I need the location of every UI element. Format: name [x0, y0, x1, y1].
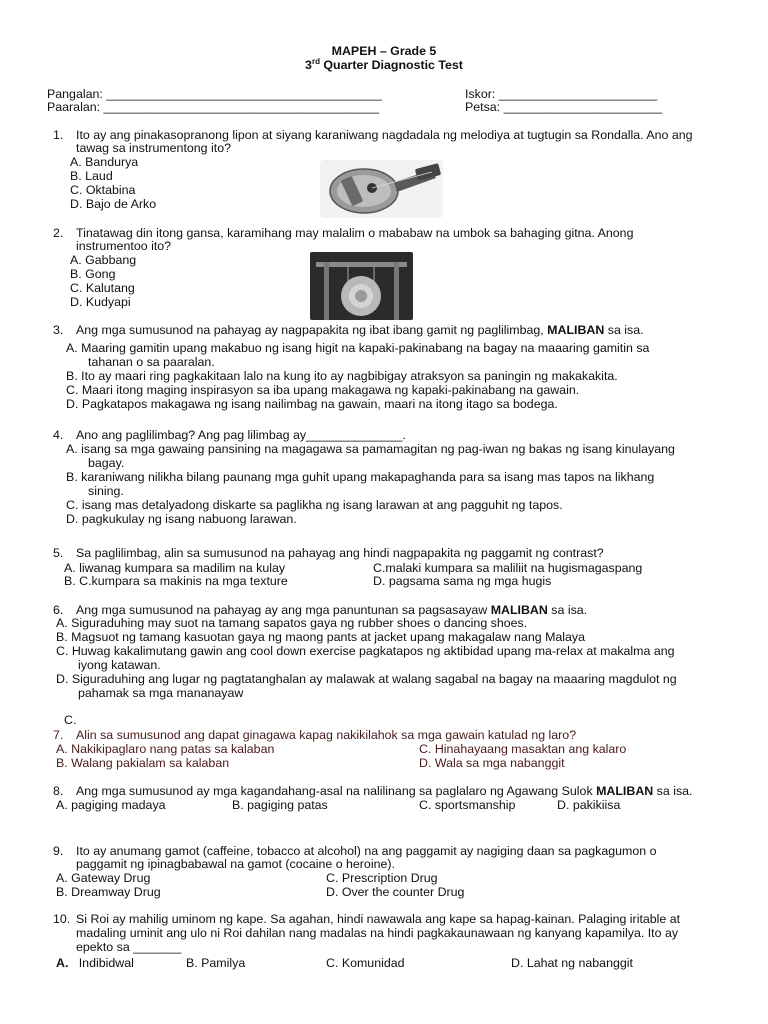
q2-option-c[interactable]: C. Kalutang — [70, 281, 135, 295]
q4-option-b[interactable]: B. karaniwang nilikha bilang paunang mga guhit upang makapaghanda para sa isang mas tapos na likhang — [66, 470, 655, 484]
date-field[interactable]: Petsa: _______________________ — [465, 100, 663, 114]
q10-text-line2: madaling uminit ang ulo ni Roi dahilan nang madalas na hindi pagkakaunawaan ng kanyang kapamilya. Ito ay — [76, 926, 679, 940]
q10-option-a-text: Indibidwal — [78, 956, 134, 970]
q3-option-a-cont: tahanan o sa paaralan. — [88, 355, 215, 369]
q9-option-c[interactable]: C. Prescription Drug — [326, 871, 438, 885]
q8-text-bold: MALIBAN — [596, 784, 654, 798]
subtitle-text: Quarter Diagnostic Test — [319, 58, 463, 72]
q4-option-b-cont: sining. — [88, 484, 124, 498]
q7-option-d[interactable]: D. Wala sa mga nabanggit — [419, 756, 565, 770]
q5-option-b[interactable]: B. C.kumpara sa makinis na mga texture — [64, 574, 288, 588]
q2-text-line2: instrumentoo ito? — [76, 239, 172, 253]
doc-subtitle — [0, 58, 768, 72]
q5-text: Sa paglilimbag, alin sa sumusunod na pahayag ang hindi nagpapakita ng paggamit ng contrast? — [76, 546, 604, 560]
q6-option-a[interactable]: A. Siguraduhing may suot na tamang sapatos gaya ng rubber shoes o dancing shoes. — [56, 616, 528, 630]
q5-option-d[interactable]: D. pagsama sama ng mga hugis — [373, 574, 552, 588]
gong-image — [310, 252, 413, 320]
q9-option-d[interactable]: D. Over the counter Drug — [326, 885, 465, 899]
score-field[interactable]: Iskor: _______________________ — [465, 87, 658, 101]
q5-number: 5. — [53, 546, 64, 560]
q8-text-post: sa isa. — [653, 784, 693, 798]
q6-option-b[interactable]: B. Magsuot ng tamang kasuotan gaya ng maong pants at jacket upang makagalaw nang Malaya — [56, 630, 586, 644]
q8-option-b[interactable]: B. pagiging patas — [232, 798, 328, 812]
q10-number: 10. — [53, 912, 71, 926]
q9-number: 9. — [53, 844, 64, 858]
q4-option-a-cont: bagay. — [88, 456, 125, 470]
q3-option-c[interactable]: C. Maari itong maging inspirasyon sa iba upang makagawa ng kapaki-pakinabang na gawain. — [66, 383, 580, 397]
q3-option-d[interactable]: D. Pagkatapos makagawa ng isang nailimbag na gawain, maari na itong itago sa bodega. — [66, 397, 558, 411]
q7-option-c[interactable]: C. Hinahayaang masaktan ang kalaro — [419, 742, 627, 756]
q3-text-bold: MALIBAN — [547, 323, 605, 337]
q9-text-line2: paggamit ng ipinagbabawal na gamot (cocaine o heroine). — [76, 857, 395, 871]
q10-option-a-letter: A. — [56, 956, 69, 970]
q8-text-pre: Ang mga sumusunod ay mga kagandahang-asal na nalilinang sa paglalaro ng Agawang Sulok — [76, 784, 597, 798]
q6-option-c[interactable]: C. Huwag kakalimutang gawin ang cool down exercise pagkatapos ng aktibidad upang ma-relax at makalma ang — [56, 644, 675, 658]
q9-option-b[interactable]: B. Dreamway Drug — [56, 885, 161, 899]
q7-option-b[interactable]: B. Walang pakialam sa kalaban — [56, 756, 230, 770]
school-field[interactable]: Paaralan: ________________________________________ — [47, 100, 380, 114]
q10-option-b[interactable]: B. Pamilya — [186, 956, 246, 970]
q6-option-d[interactable]: D. Siguraduhing ang lugar ng pagtatanghalan ay malawak at walang sagabal na bagay na maaaring magdulot ng — [56, 672, 677, 686]
q1-option-a[interactable]: A. Bandurya — [70, 155, 139, 169]
q4-option-c[interactable]: C. isang mas detalyadong diskarte sa paglikha ng isang larawan at ang pagguhit ng tapos. — [66, 498, 563, 512]
q6-text — [76, 603, 587, 617]
q10-text-line3: epekto sa _______ — [76, 940, 182, 954]
quarter-suffix: rd — [311, 56, 320, 66]
q1-option-b[interactable]: B. Laud — [70, 169, 113, 183]
q7-text: Alin sa sumusunod ang dapat ginagawa kapag nakikilahok sa mga gawain katulad ng laro? — [76, 728, 577, 742]
bandurya-image — [320, 160, 443, 218]
q6-option-c-cont: iyong katawan. — [78, 658, 161, 672]
q3-text-post: sa isa. — [604, 323, 644, 337]
q1-number: 1. — [53, 128, 64, 142]
q10-option-c[interactable]: C. Komunidad — [326, 956, 405, 970]
q6-option-d-cont: pahamak sa mga mananayaw — [78, 686, 244, 700]
q9-text-line1: Ito ay anumang gamot (caffeine, tobacco at alcohol) na ang paggamit ay nagiging daan sa pagkagumon o — [76, 844, 657, 858]
q4-number: 4. — [53, 428, 64, 442]
q6-text-bold: MALIBAN — [490, 603, 548, 617]
q4-option-a[interactable]: A. isang sa mga gawaing pansining na magagawa sa pamamagitan ng pag-iwan ng bakas ng isang kinulayang — [66, 442, 675, 456]
q8-option-c[interactable]: C. sportsmanship — [419, 798, 516, 812]
q7-number: 7. — [53, 728, 64, 742]
q4-text: Ano ang paglilimbag? Ang pag lilimbag ay______________. — [76, 428, 406, 442]
q10-text-line1: Si Roi ay mahilig uminom ng kape. Sa agahan, hindi nawawala ang kape sa hapag-kainan. Palaging iritable at — [76, 912, 681, 926]
q1-text-line1: Ito ay ang pinakasopranong lipon at siyang karaniwang nagdadala ng melodiya at tugtugin sa Rondalla. Ano ang — [76, 128, 693, 142]
q10-option-a[interactable] — [56, 956, 134, 970]
q5-option-c[interactable]: C.malaki kumpara sa maliliit na hugismagaspang — [373, 561, 643, 575]
q1-text-line2: tawag sa instrumentong ito? — [76, 141, 231, 155]
q6-text-post: sa isa. — [547, 603, 588, 617]
q9-option-a[interactable]: A. Gateway Drug — [56, 871, 151, 885]
q3-number: 3. — [53, 323, 64, 337]
q8-text — [76, 784, 693, 798]
q8-number: 8. — [53, 784, 64, 798]
quarter-number: 3 — [305, 58, 312, 72]
q4-option-d[interactable]: D. pagkukulay ng isang nabuong larawan. — [66, 512, 297, 526]
q2-option-b[interactable]: B. Gong — [70, 267, 116, 281]
q2-option-d[interactable]: D. Kudyapi — [70, 295, 131, 309]
q2-number: 2. — [53, 226, 64, 240]
q2-text-line1: Tinatawag din itong gansa, karamihang may malalim o mababaw na umbok sa bahaging gitna. Anong — [76, 226, 634, 240]
q3-option-b[interactable]: B. Ito ay maari ring pagkakitaan lalo na kung ito ay nagbibigay atraksyon sa paningin ng makakakita. — [66, 369, 618, 383]
q5-option-a[interactable]: A. liwanag kumpara sa madilim na kulay — [64, 561, 286, 575]
q8-option-d[interactable]: D. pakikiisa — [557, 798, 621, 812]
q3-text-pre: Ang mga sumusunod na pahayag ay nagpapakita ng ibat ibang gamit ng paglilimbag, — [76, 323, 548, 337]
q7-option-a[interactable]: A. Nakikipaglaro nang patas sa kalaban — [56, 742, 275, 756]
q3-text — [76, 323, 644, 337]
q6-number: 6. — [53, 603, 64, 617]
q2-option-a[interactable]: A. Gabbang — [70, 253, 137, 267]
name-field[interactable]: Pangalan: ________________________________________ — [47, 87, 382, 101]
q6-text-pre: Ang mga sumusunod na pahayag ay ang mga panuntunan sa pagsasayaw — [76, 603, 491, 617]
q1-option-d[interactable]: D. Bajo de Arko — [70, 197, 157, 211]
stray-option-label: C. — [64, 713, 77, 727]
doc-title: MAPEH – Grade 5 — [331, 44, 437, 58]
q10-option-d[interactable]: D. Lahat ng nabanggit — [511, 956, 633, 970]
q1-option-c[interactable]: C. Oktabina — [70, 183, 136, 197]
q3-option-a[interactable]: A. Maaring gamitin upang makabuo ng isang higit na kapaki-pakinabang na bagay na maaaring gamitin sa — [66, 341, 650, 355]
q8-option-a[interactable]: A. pagiging madaya — [56, 798, 166, 812]
